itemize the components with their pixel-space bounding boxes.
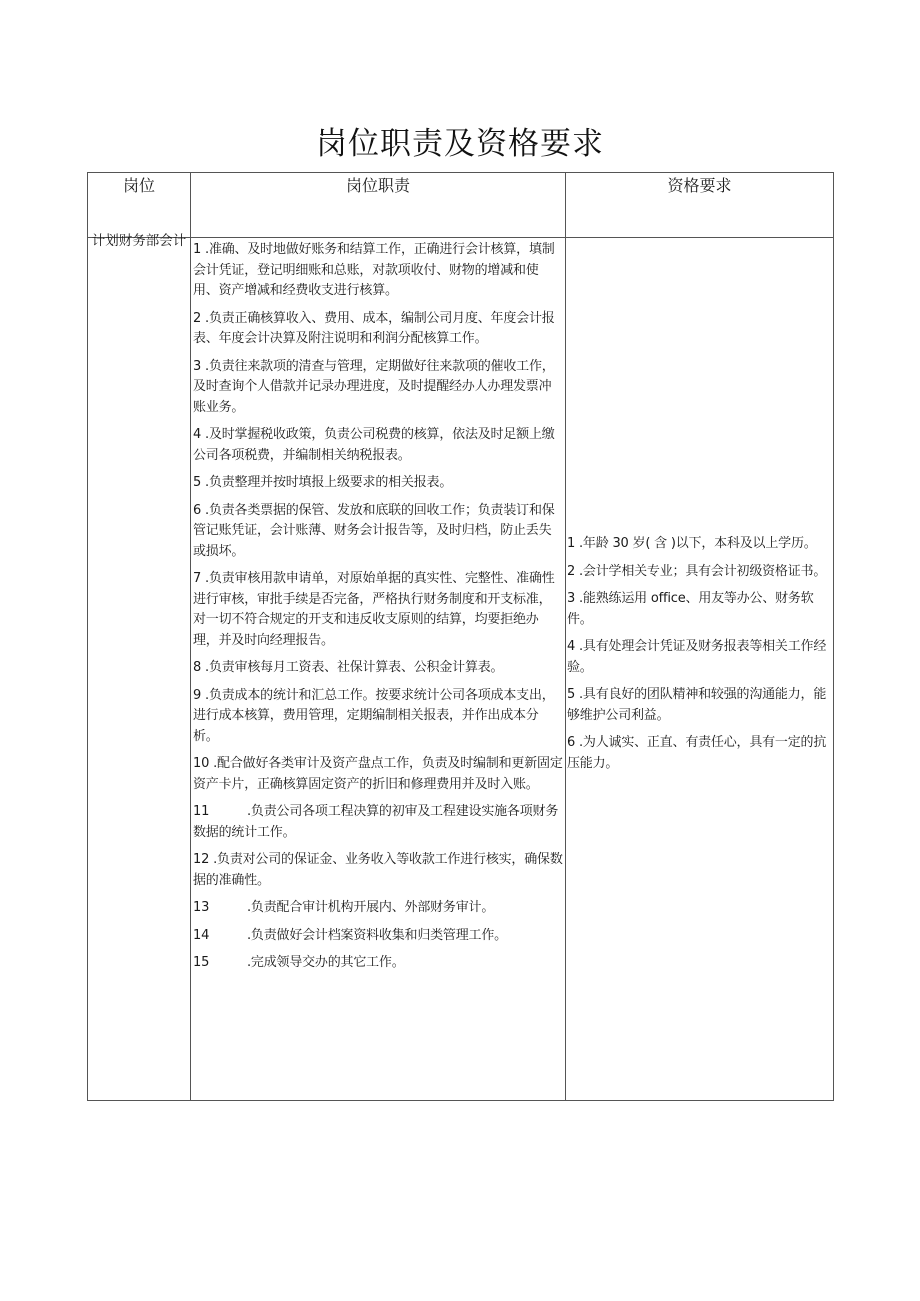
- duty-number: 12: [193, 852, 210, 867]
- duty-text: .负责各类票据的保管、发放和底联的回收工作；负责装订和保管记账凭证，会计账薄、财务会计报告等，及时归档，防止丢失或损坏。: [193, 502, 555, 559]
- duty-number: 10: [193, 756, 210, 771]
- header-post: 岗位: [88, 173, 191, 238]
- requirement-item: 4 .具有处理会计凭证及财务报表等相关工作经验。: [567, 639, 827, 675]
- post-cell: [88, 233, 191, 1101]
- post-name: 计划财务部会计: [91, 233, 187, 249]
- duty-text: .负责做好会计档案资料收集和归类管理工作。: [247, 927, 507, 943]
- duty-item: [193, 357, 564, 419]
- duty-text: .负责配合审计机构开展内、外部财务审计。: [247, 900, 495, 915]
- duty-number: 9: [193, 687, 202, 703]
- duty-item: [193, 802, 564, 843]
- duty-number: 1: [193, 242, 202, 257]
- requirements-cell: [566, 238, 834, 1101]
- duty-item: [193, 754, 564, 795]
- duty-number: 8: [193, 660, 202, 675]
- table-row: [88, 238, 834, 1101]
- duty-number: 14: [193, 927, 210, 943]
- duty-number: 3: [193, 358, 202, 374]
- duty-item: [193, 953, 564, 974]
- requirement-item: 1 .年龄 30 岁( 含 )以下，本科及以上学历。: [567, 536, 817, 551]
- duty-item: [193, 473, 564, 494]
- duty-item: [193, 309, 564, 350]
- duty-item: [193, 240, 564, 302]
- duty-number: 6: [193, 502, 202, 518]
- duties-cell: [191, 238, 566, 1101]
- duty-text: .配合做好各类审计及资产盘点工作，负责及时编制和更新固定资产卡片，正确核算固定资产的折旧和修理费用并及时入账。: [193, 756, 563, 792]
- duty-number: 4: [193, 427, 202, 442]
- duty-text: .完成领导交办的其它工作。: [247, 955, 405, 970]
- duty-number: 7: [193, 571, 202, 586]
- duty-number: 5: [193, 475, 202, 490]
- duty-text: .负责往来款项的清查与管理，定期做好往来款项的催收工作，及时查询个人借款并记录办理进度，及时提醒经办人办理发票冲账业务。: [193, 358, 555, 415]
- duty-number: 2: [193, 310, 202, 326]
- requirement-item: 2 .会计学相关专业；具有会计初级资格证书。: [567, 563, 827, 579]
- duty-item: [193, 501, 564, 563]
- page-title: 岗位职责及资格要求: [316, 126, 604, 162]
- requirement-item: 6 .为人诚实、正直、有责任心，具有一定的抗压能力。: [567, 735, 827, 771]
- duty-text: .及时掌握税收政策，负责公司税费的核算，依法及时足额上缴公司各项税费，并编制相关纳税报表。: [193, 427, 555, 463]
- duties-list: [191, 238, 565, 974]
- duty-text: .负责整理并按时填报上级要求的相关报表。: [201, 475, 453, 490]
- duty-number: 11: [193, 804, 210, 819]
- duty-text: .准确、及时地做好账务和结算工作，正确进行会计核算，填制会计凭证，登记明细账和总账，对款项收付、财物的增减和使用、资产增减和经费收支进行核算。: [193, 242, 555, 298]
- requirement-item: 5 .具有良好的团队精神和较强的沟通能力，能够维护公司利益。: [567, 687, 827, 723]
- requirements-list: [566, 238, 833, 774]
- duty-text: .负责审核每月工资表、社保计算表、公积金计算表。: [201, 660, 504, 675]
- duty-text: .负责对公司的保证金、业务收入等收款工作进行核实，确保数据的准确性。: [193, 852, 563, 888]
- duty-item: [193, 569, 564, 651]
- requirement-item: 3 .能熟练运用 office、用友等办公、财务软件。: [567, 591, 814, 627]
- duty-item: [193, 658, 564, 679]
- duty-item: [193, 425, 564, 466]
- duty-text: .负责正确核算收入、费用、成本，编制公司月度、年度会计报表、年度会计决算及附注说明和利润分配核算工作。: [193, 310, 555, 346]
- header-duties: 岗位职责: [191, 173, 566, 238]
- header-requirements: 资格要求: [566, 173, 834, 238]
- duty-item: [193, 686, 564, 748]
- job-requirements-table: [87, 172, 834, 1101]
- duty-number: 13: [193, 900, 210, 915]
- duty-item: [193, 850, 564, 891]
- duty-item: [193, 898, 564, 919]
- duty-text: .负责公司各项工程决算的初审及工程建设实施各项财务数据的统计工作。: [193, 804, 559, 840]
- table-header-row: [88, 173, 834, 238]
- duty-text: .负责审核用款申请单，对原始单据的真实性、完整性、准确性进行审核，审批手续是否完备，严格执行财务制度和开支标准，对一切不符合规定的开支和违反收支原则的结算，均要拒绝办理，并及时向经理报告。: [193, 571, 555, 648]
- duty-item: [193, 926, 564, 947]
- duty-text: .负责成本的统计和汇总工作。按要求统计公司各项成本支出，进行成本核算，费用管理，定期编制相关报表，并作出成本分析。: [193, 687, 555, 744]
- duty-number: 15: [193, 955, 210, 970]
